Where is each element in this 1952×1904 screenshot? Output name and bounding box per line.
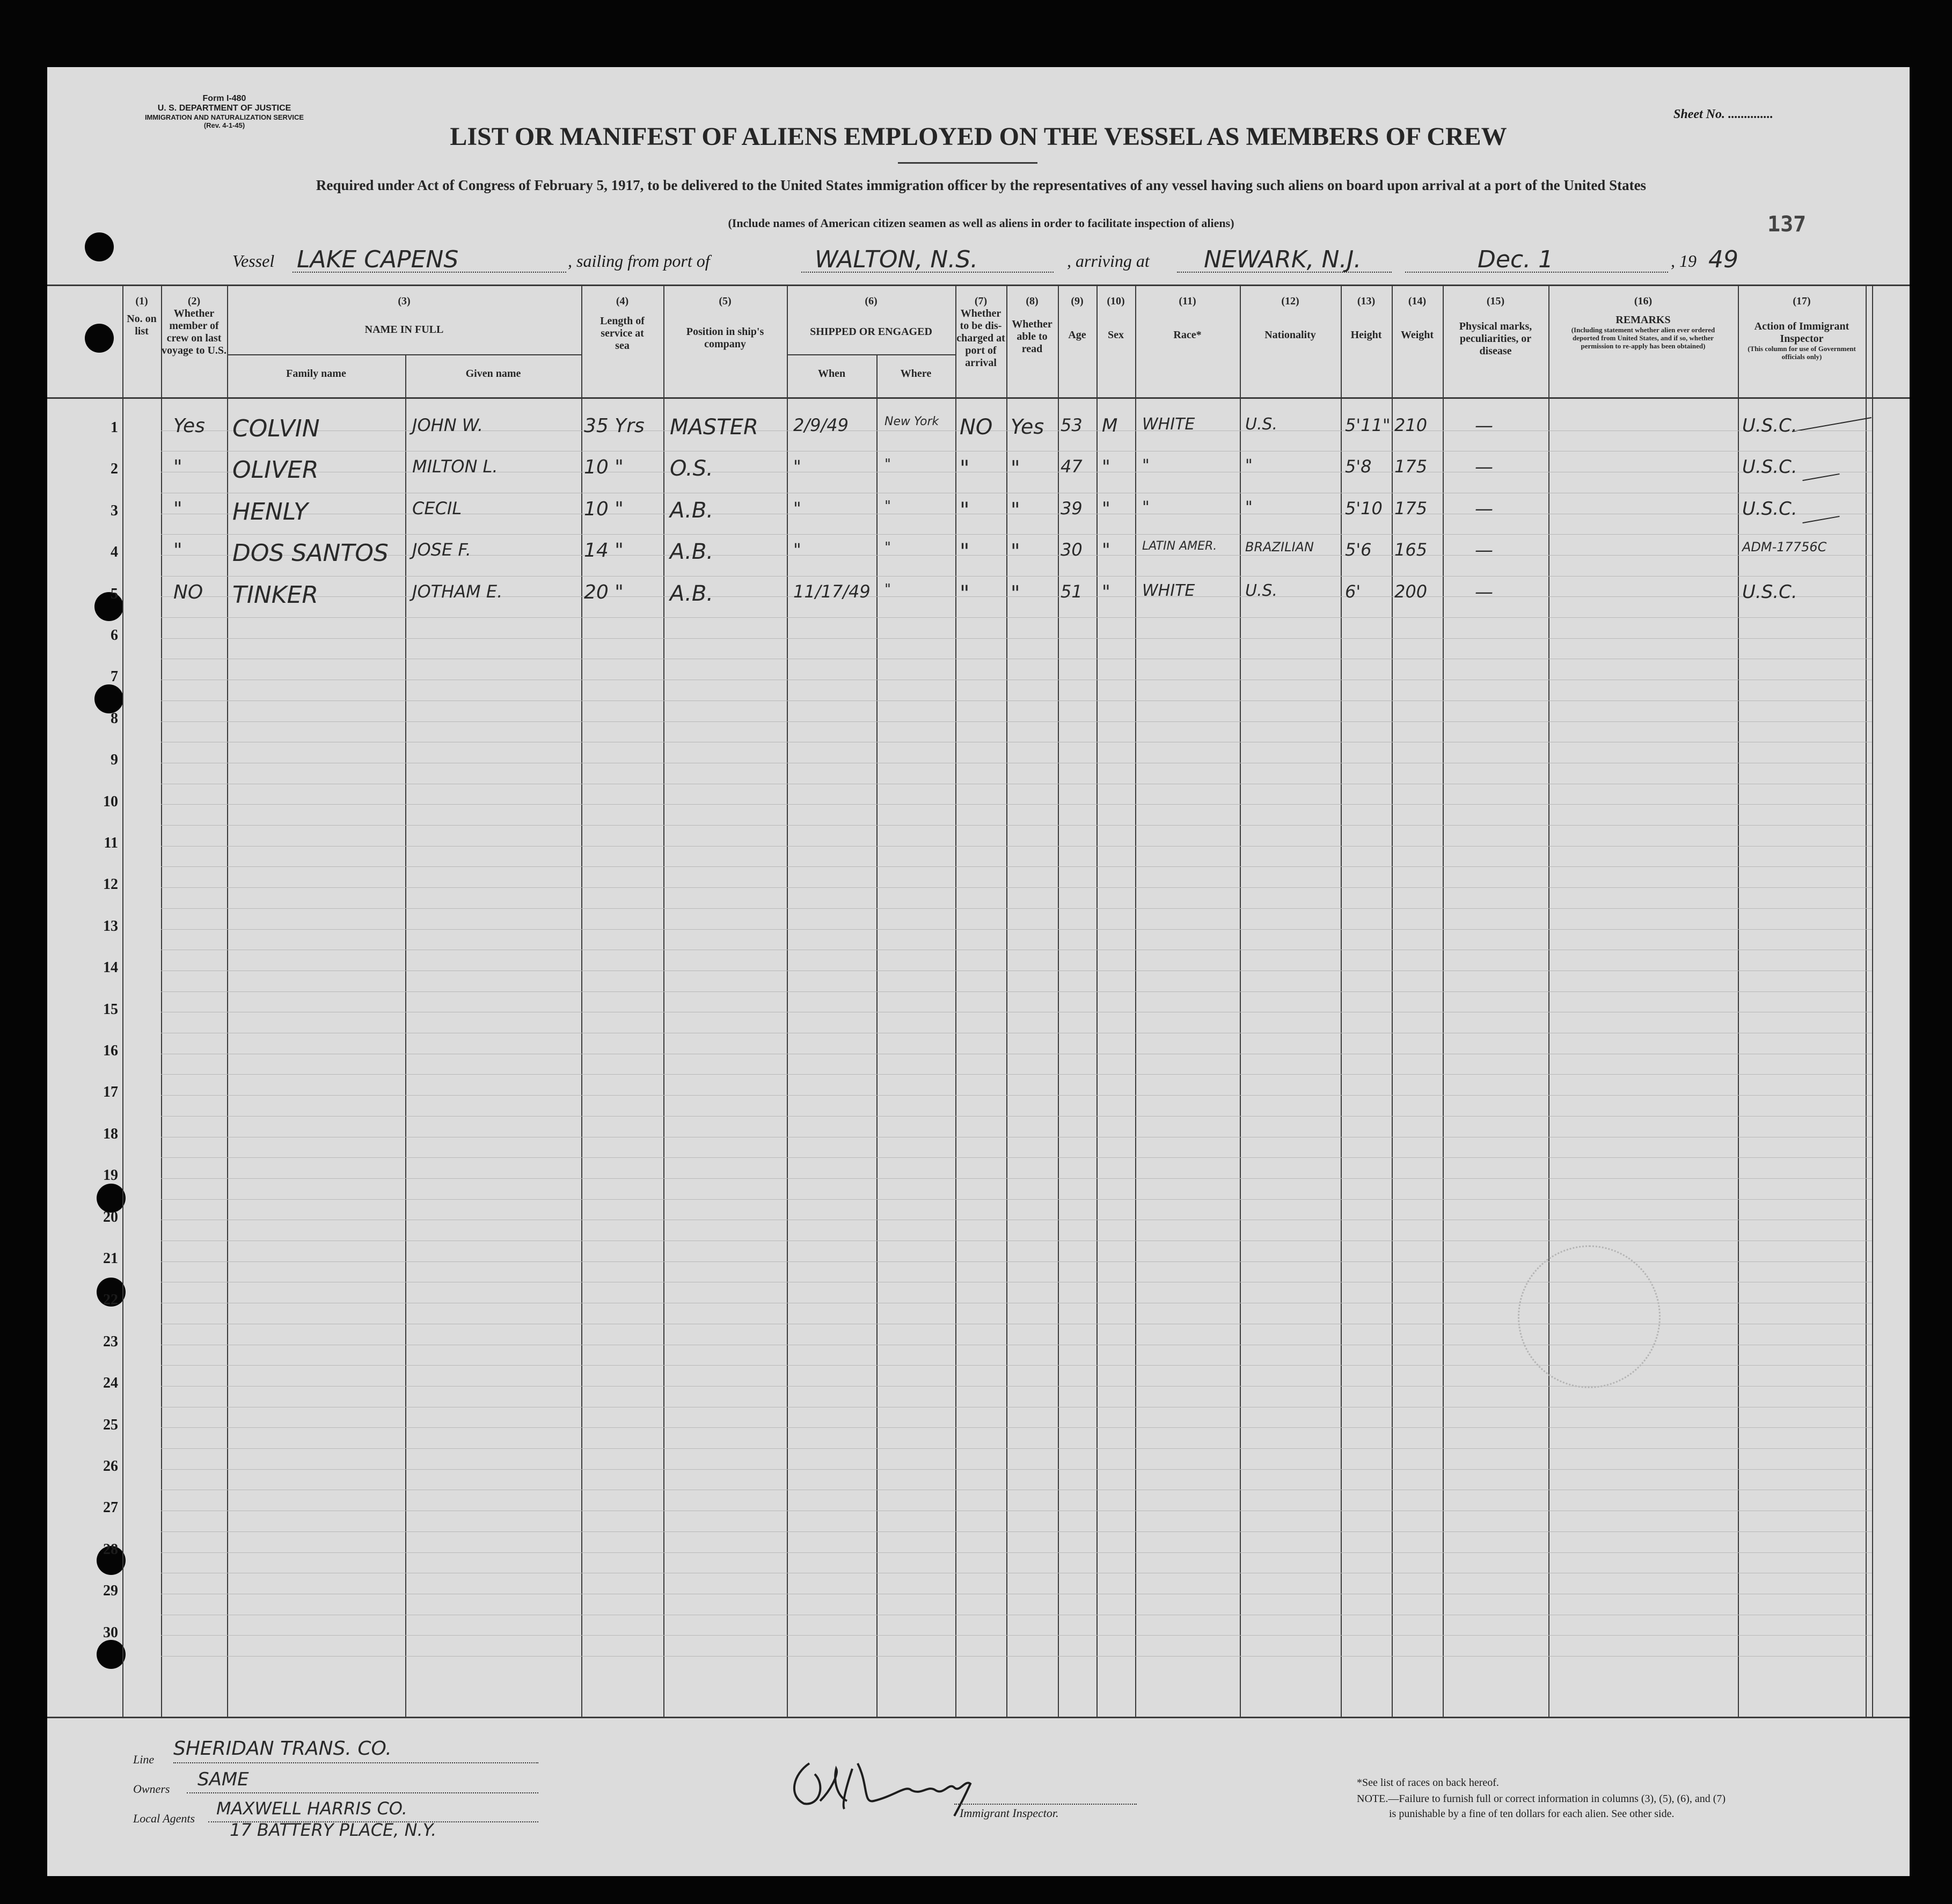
page-subtitle: Required under Act of Congress of February 5, 1917, to be delivered to the United States immigration officer by the representatives of any vessel having such aliens on board upon arrival at a port of the United States (316, 177, 1647, 193)
agents-label: Local Agents (133, 1812, 195, 1825)
col11-header: (11) Race* (1173, 295, 1202, 341)
row-number: 15 (103, 1001, 118, 1018)
crew-prev-cell: " (173, 498, 182, 520)
row-number: 12 (103, 876, 118, 893)
col-line (1392, 284, 1393, 1718)
crew-position-cell: A.B. (670, 539, 713, 565)
col-line (1096, 284, 1098, 1718)
ruled-line (161, 534, 1872, 535)
row-number: 16 (103, 1042, 118, 1059)
ruled-line (161, 866, 1872, 867)
table-top-border (47, 284, 1910, 286)
check-stroke (1802, 516, 1839, 523)
crew-height-cell: 5'6 (1345, 539, 1372, 560)
ruled-line (161, 1095, 1872, 1096)
row-number: 11 (104, 835, 118, 851)
col13-header: (13) Height (1350, 295, 1382, 341)
crew-discharged-cell: " (960, 498, 970, 523)
row-number: 3 (111, 502, 118, 519)
sheet-number-label: Sheet No. .............. (1673, 107, 1773, 121)
col1-header: (1) No. on list (127, 295, 157, 337)
crew-family-cell: TINKER (232, 581, 318, 609)
crew-race-cell: LATIN AMER. (1142, 539, 1217, 553)
crew-height-cell: 6' (1345, 581, 1361, 602)
crew-where-cell: " (884, 581, 891, 597)
crew-given-cell: MILTON L. (412, 456, 498, 477)
punch-hole (85, 324, 114, 353)
line-label: Line (133, 1753, 155, 1766)
crew-race-cell: " (1142, 456, 1150, 476)
line-value: SHERIDAN TRANS. CO. (173, 1738, 392, 1760)
ruled-line (161, 929, 1872, 930)
faded-stamp (1518, 1245, 1661, 1388)
crew-prev-cell: NO (173, 581, 203, 603)
crew-sex-cell: " (1102, 581, 1110, 603)
crew-position-cell: O.S. (670, 456, 713, 482)
shipped-subheader-line (787, 354, 955, 355)
ruled-line (161, 804, 1872, 805)
ruled-line (161, 1199, 1872, 1200)
crew-prev-cell: " (173, 539, 182, 562)
crew-read-cell: Yes (1011, 415, 1044, 439)
inspector-label: Immigrant Inspector. (960, 1806, 1059, 1820)
ruled-line (161, 1178, 1872, 1179)
crew-service-cell: 20 " (584, 581, 624, 603)
crew-discharged-cell: " (960, 456, 970, 482)
ruled-line (161, 1261, 1872, 1262)
col-line (1548, 284, 1549, 1718)
crew-where-cell: New York (884, 415, 939, 428)
row-number: 8 (111, 710, 118, 727)
row-number: 4 (111, 544, 118, 561)
crew-discharged-cell: " (960, 581, 970, 606)
row-number: 14 (103, 959, 118, 976)
fine-note-1: NOTE.—Failure to furnish full or correct information in columns (3), (5), (6), and (7) (1357, 1793, 1726, 1805)
punch-hole (97, 1640, 126, 1669)
row-number: 27 (103, 1499, 118, 1516)
crew-age-cell: 53 (1061, 415, 1083, 435)
ruled-line (161, 1531, 1872, 1532)
crew-family-cell: HENLY (232, 498, 308, 526)
page-title: LIST OR MANIFEST OF ALIENS EMPLOYED ON THE VESSEL AS MEMBERS OF CREW (450, 122, 1507, 151)
crew-when-cell: " (793, 456, 801, 477)
crew-when-cell: 2/9/49 (793, 415, 849, 435)
arrival-date: Dec. 1 (1478, 246, 1554, 273)
ruled-line (161, 1116, 1872, 1117)
header-bottom-border (47, 397, 1910, 399)
row-number: 19 (103, 1167, 118, 1184)
col6-header: (6) SHIPPED OR ENGAGED (810, 295, 932, 338)
col2-header: (2) Whether member of crew on last voyage to U.S. (161, 295, 227, 356)
crew-when-cell: " (793, 539, 801, 560)
manifest-sheet (47, 67, 1910, 1876)
row-number: 22 (103, 1292, 118, 1309)
name-subheader-line (227, 354, 581, 355)
row-number: 6 (111, 627, 118, 644)
crew-weight-cell: 175 (1394, 456, 1428, 477)
crew-race-cell: WHITE (1142, 581, 1195, 600)
crew-weight-cell: 175 (1394, 498, 1428, 519)
family-name-header: Family name (286, 368, 346, 380)
col-line (955, 284, 956, 1718)
vessel-label: Vessel (232, 251, 275, 271)
crew-nationality-cell: U.S. (1245, 581, 1278, 600)
crew-sex-cell: " (1102, 498, 1110, 520)
crew-discharged-cell: " (960, 539, 970, 565)
row-number: 13 (103, 917, 118, 935)
crew-nationality-cell: BRAZILIAN (1245, 539, 1314, 555)
crew-given-cell: JOHN W. (412, 415, 483, 435)
col16-header: (16) REMARKS (Including statement whether alien ever ordered deported from United States, and if so, whether permission to re-apply has been obtained) (1571, 295, 1715, 350)
crew-where-cell: " (884, 456, 891, 473)
page-number-stamp: 137 (1767, 212, 1807, 237)
col-line (122, 284, 123, 1718)
crew-race-cell: " (1142, 498, 1150, 517)
shipped-where-header: Where (900, 368, 932, 380)
title-underline (898, 162, 1037, 164)
col-line (161, 284, 162, 1718)
crew-weight-cell: 210 (1394, 415, 1428, 435)
ruled-line (161, 1427, 1872, 1428)
crew-marks-cell: — (1475, 498, 1493, 520)
row-number: 26 (103, 1458, 118, 1475)
service-name: IMMIGRATION AND NATURALIZATION SERVICE (144, 113, 304, 121)
col12-header: (12) Nationality (1264, 295, 1316, 341)
ruled-line (161, 638, 1872, 639)
col5-header: (5) Position in ship's company (686, 295, 764, 350)
crew-age-cell: 51 (1061, 581, 1083, 602)
col10-header: (10) Sex (1107, 295, 1125, 341)
arrival-year: 49 (1708, 246, 1738, 273)
col8-header: (8) Whether able to read (1012, 295, 1052, 355)
ruled-line (161, 721, 1872, 722)
col-line (1240, 284, 1241, 1718)
arriving-label: , arriving at (1067, 251, 1150, 271)
row-number: 7 (111, 668, 118, 685)
ruled-line (161, 1074, 1872, 1075)
col17-header: (17) Action of Immigrant Inspector (This column for use of Government officials only) (1748, 295, 1856, 361)
crew-action-cell: ADM-17756C (1742, 539, 1827, 555)
col-line (663, 284, 664, 1718)
revision: (Rev. 4-1-45) (203, 121, 245, 129)
page-subnote: (Include names of American citizen seamen as well as aliens in order to facilitate inspection of aliens) (728, 216, 1234, 230)
crew-action-cell: U.S.C. (1742, 415, 1797, 436)
line-dots (173, 1762, 538, 1763)
col4-header: (4) Length of service at sea (600, 295, 645, 352)
crew-where-cell: " (884, 498, 891, 514)
crew-weight-cell: 165 (1394, 539, 1428, 560)
agents-value-2: 17 BATTERY PLACE, N.Y. (230, 1820, 437, 1840)
ruled-line (161, 1365, 1872, 1366)
table-bottom-border (47, 1717, 1910, 1718)
col-line (1341, 284, 1342, 1718)
crew-action-cell: U.S.C. (1742, 456, 1797, 478)
owners-dots (187, 1792, 538, 1793)
agents-dots (208, 1821, 538, 1822)
row-number: 17 (103, 1084, 118, 1101)
crew-service-cell: 10 " (584, 456, 624, 479)
row-number: 29 (103, 1582, 118, 1600)
crew-read-cell: " (1011, 498, 1020, 522)
row-number: 23 (103, 1333, 118, 1350)
row-number: 2 (111, 461, 118, 478)
races-note: *See list of races on back hereof. (1357, 1777, 1499, 1789)
col-line (1443, 284, 1444, 1718)
ruled-line (161, 825, 1872, 826)
col-line (876, 354, 878, 1718)
year-prefix: , 19 (1671, 251, 1697, 271)
col-line (227, 284, 228, 1718)
crew-when-cell: " (793, 498, 801, 519)
crew-position-cell: MASTER (670, 415, 758, 440)
crew-read-cell: " (1011, 539, 1020, 564)
col-line (787, 284, 788, 1718)
crew-service-cell: 14 " (584, 539, 624, 562)
col-line (1738, 284, 1739, 1718)
row-number: 10 (103, 793, 118, 810)
crew-sex-cell: M (1102, 415, 1118, 436)
crew-family-cell: COLVIN (232, 415, 320, 442)
ruled-line (161, 1386, 1872, 1387)
crew-nationality-cell: U.S. (1245, 415, 1278, 434)
crew-height-cell: 5'11" (1345, 415, 1391, 435)
vessel-name: LAKE CAPENS (297, 246, 459, 273)
sailing-port: WALTON, N.S. (815, 246, 978, 273)
crew-when-cell: 11/17/49 (793, 581, 871, 602)
ruled-line (161, 1157, 1872, 1158)
crew-discharged-cell: NO (960, 415, 993, 440)
crew-sex-cell: " (1102, 539, 1110, 561)
crew-where-cell: " (884, 539, 891, 556)
crew-family-cell: DOS SANTOS (232, 539, 389, 567)
check-stroke (1802, 473, 1839, 481)
ruled-line (161, 846, 1872, 847)
crew-marks-cell: — (1475, 581, 1493, 603)
col15-header: (15) Physical marks, peculiarities, or disease (1459, 295, 1532, 357)
crew-age-cell: 39 (1061, 498, 1083, 519)
crew-given-cell: JOSE F. (412, 539, 471, 560)
row-number: 1 (111, 419, 118, 436)
ruled-line (161, 1469, 1872, 1470)
crew-age-cell: 47 (1061, 456, 1083, 477)
ruled-line (161, 991, 1872, 992)
col14-header: (14) Weight (1400, 295, 1434, 341)
row-number: 18 (103, 1125, 118, 1142)
arriving-port: NEWARK, N.J. (1204, 246, 1362, 273)
punch-hole (94, 684, 123, 713)
row-number: 25 (103, 1416, 118, 1433)
shipped-when-header: When (817, 368, 846, 380)
fine-note-2: is punishable by a fine of ten dollars for each alien. See other side. (1389, 1808, 1675, 1820)
col-line (1006, 284, 1007, 1718)
crew-nationality-cell: " (1245, 498, 1253, 517)
ruled-line (161, 908, 1872, 909)
col-line (405, 354, 406, 1718)
crew-service-cell: 35 Yrs (584, 415, 645, 437)
ruled-line (161, 1552, 1872, 1553)
crew-prev-cell: Yes (173, 415, 205, 437)
ruled-line (161, 1656, 1872, 1657)
inspector-dots (954, 1804, 1137, 1805)
row-number: 20 (103, 1208, 118, 1225)
crew-given-cell: JOTHAM E. (412, 581, 503, 602)
crew-height-cell: 5'10 (1345, 498, 1383, 519)
punch-hole (85, 232, 114, 261)
ruled-line (161, 887, 1872, 888)
col-line (1872, 284, 1873, 1718)
owners-value: SAME (198, 1769, 249, 1790)
col-line (581, 284, 582, 1718)
crew-position-cell: A.B. (670, 581, 713, 606)
form-number: Form I-480 (202, 94, 246, 103)
crew-read-cell: " (1011, 456, 1020, 480)
col9-header: (9) Age (1068, 295, 1086, 341)
given-name-header: Given name (465, 368, 521, 380)
crew-nationality-cell: " (1245, 456, 1253, 476)
crew-height-cell: 5'8 (1345, 456, 1372, 477)
crew-race-cell: WHITE (1142, 415, 1195, 434)
crew-age-cell: 30 (1061, 539, 1083, 560)
ruled-line (161, 617, 1872, 618)
crew-action-cell: U.S.C. (1742, 498, 1797, 520)
ruled-line (161, 576, 1872, 577)
col7-header: (7) Whether to be dis-charged at port of arrival (956, 295, 1005, 369)
agents-value-1: MAXWELL HARRIS CO. (216, 1798, 407, 1819)
crew-family-cell: OLIVER (232, 456, 319, 484)
row-number: 28 (103, 1541, 118, 1558)
crew-given-cell: CECIL (412, 498, 462, 519)
owners-label: Owners (133, 1782, 170, 1796)
crew-marks-cell: — (1475, 539, 1493, 561)
crew-read-cell: " (1011, 581, 1020, 605)
crew-sex-cell: " (1102, 456, 1110, 478)
row-number: 24 (103, 1375, 118, 1392)
row-number: 30 (103, 1624, 118, 1641)
sailing-label: , sailing from port of (568, 251, 710, 271)
crew-marks-cell: — (1475, 415, 1493, 436)
col-line (1058, 284, 1059, 1718)
col-line (1135, 284, 1136, 1718)
crew-action-cell: U.S.C. (1742, 581, 1797, 603)
col-line (1866, 284, 1867, 1718)
col3-header: (3) NAME IN FULL (364, 295, 444, 335)
department: U. S. DEPARTMENT OF JUSTICE (157, 104, 291, 113)
row-number: 21 (103, 1250, 118, 1267)
vessel-line (232, 247, 1789, 279)
ruled-line (161, 1635, 1872, 1636)
ruled-line (161, 1448, 1872, 1449)
crew-prev-cell: " (173, 456, 182, 479)
crew-service-cell: 10 " (584, 498, 624, 520)
crew-weight-cell: 200 (1394, 581, 1428, 602)
crew-position-cell: A.B. (670, 498, 713, 523)
crew-marks-cell: — (1475, 456, 1493, 478)
row-number: 9 (111, 752, 118, 769)
row-number: 5 (111, 585, 118, 602)
